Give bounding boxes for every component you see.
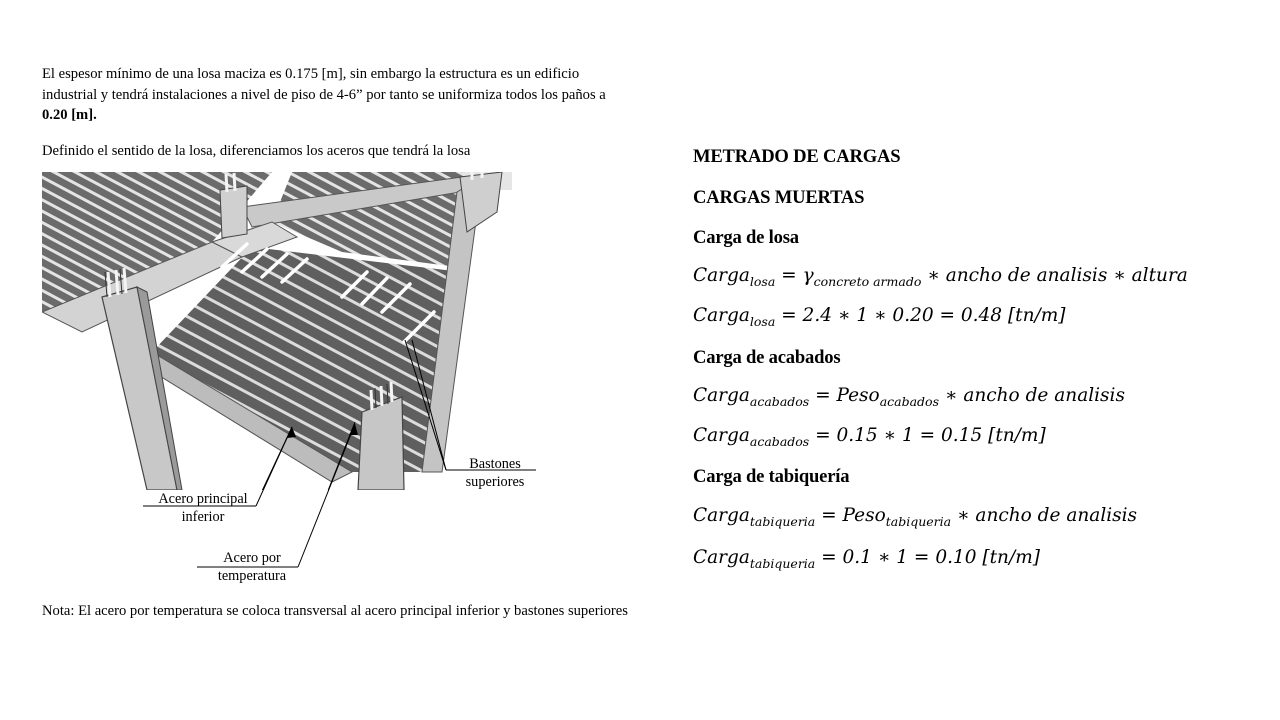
callout-bastones-superiores bbox=[455, 455, 535, 491]
intro-text: El espesor mínimo de una losa maciza es 0.175 [m], sin embargo la estructura es un edificio industrial y tendrá instalaciones a nivel de piso de 4-6” por tanto se uniformiza todos los paños a bbox=[42, 66, 606, 103]
cargas-muertas-heading: CARGAS MUERTAS bbox=[693, 187, 865, 208]
callout-bastones-line2: superiores bbox=[465, 474, 525, 490]
callout-bastones-line1: Bastones bbox=[469, 456, 521, 472]
definido-paragraph: Definido el sentido de la losa, diferenciamos los aceros que tendrá la losa bbox=[42, 143, 471, 159]
column-back bbox=[220, 186, 247, 238]
carga-tabiqueria-heading: Carga de tabiquería bbox=[693, 466, 850, 487]
equation-losa-formula: Carga$_{losa}$ = $\gamma_{concreto armado}$ ∗ ancho de analisis ∗ altura bbox=[693, 265, 1188, 289]
equation-acabados-formula: Carga$_{acabados}$ = Peso$_{acabados}$ ∗ ancho de analisis bbox=[693, 385, 1125, 409]
callout-acero-principal-line1: Acero principal bbox=[158, 491, 248, 507]
equation-acabados-value: Carga$_{acabados}$ = 0.15 ∗ 1 = 0.15 [tn/m] bbox=[693, 425, 1046, 449]
metrado-title: METRADO DE CARGAS bbox=[693, 146, 901, 167]
column-front-right bbox=[358, 397, 404, 490]
callout-acero-temp-line1: Acero por bbox=[223, 550, 281, 566]
slab-reinforcement-illustration bbox=[42, 172, 512, 490]
intro-paragraph bbox=[42, 64, 632, 126]
intro-bold-value: 0.20 [m]. bbox=[42, 107, 97, 123]
callout-acero-principal-line2: inferior bbox=[181, 509, 225, 525]
callout-acero-temperatura bbox=[197, 549, 307, 585]
carga-acabados-heading: Carga de acabados bbox=[693, 347, 841, 368]
callout-acero-temp-line2: temperatura bbox=[217, 568, 287, 584]
equation-tabiqueria-value: Carga$_{tabiqueria}$ = 0.1 ∗ 1 = 0.10 [tn/m] bbox=[693, 547, 1040, 571]
equation-losa-value: Carga$_{losa}$ = 2.4 ∗ 1 ∗ 0.20 = 0.48 [tn/m] bbox=[693, 305, 1066, 329]
nota-paragraph: Nota: El acero por temperatura se coloca transversal al acero principal inferior y bastones superiores bbox=[42, 603, 628, 619]
equation-tabiqueria-formula: Carga$_{tabiqueria}$ = Peso$_{tabiqueria}$ ∗ ancho de analisis bbox=[693, 505, 1138, 529]
carga-losa-heading: Carga de losa bbox=[693, 227, 799, 248]
callout-acero-principal bbox=[143, 490, 263, 526]
